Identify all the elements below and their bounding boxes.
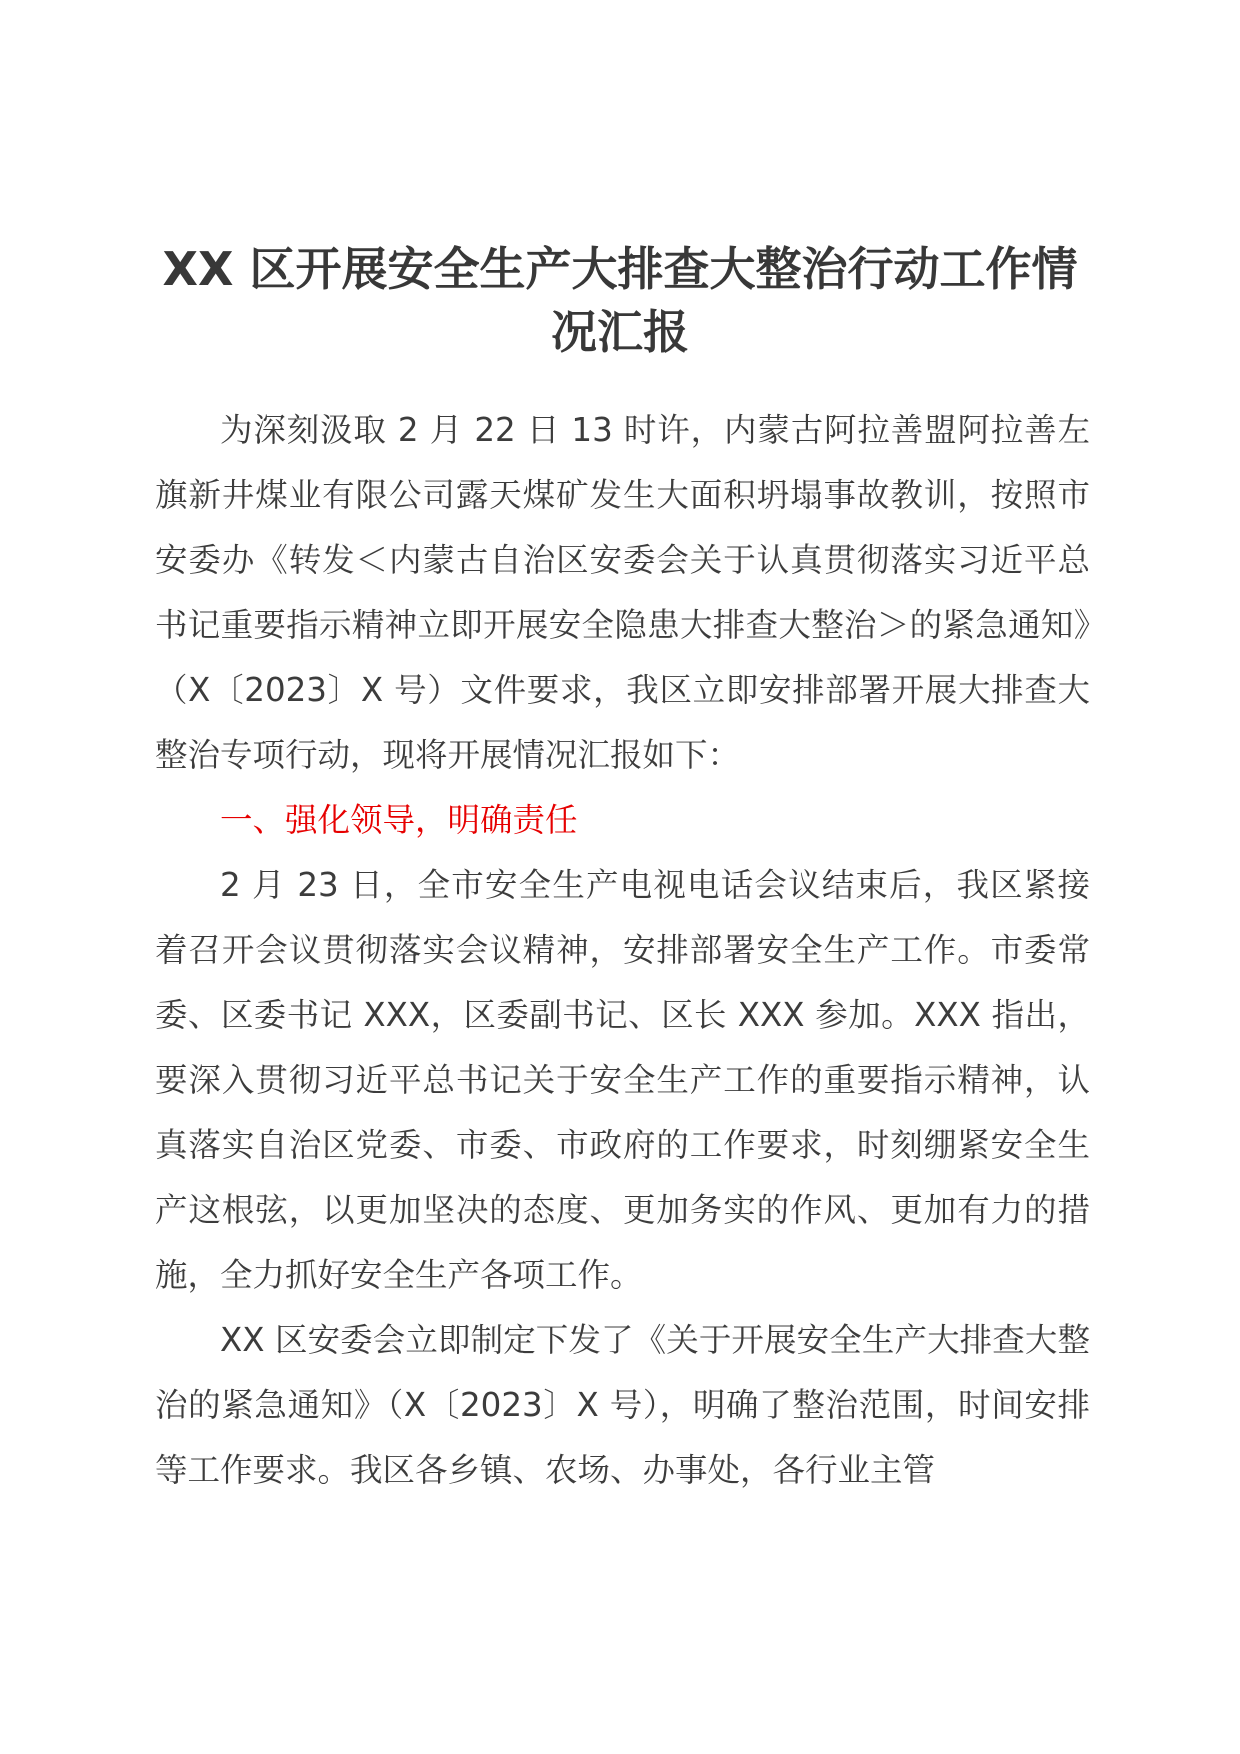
document-title: XX 区开展安全生产大排查大整治行动工作情况汇报	[162, 242, 1078, 359]
section-heading-1: 一、强化领导，明确责任	[220, 801, 578, 839]
section1-paragraph-2: XX 区安委会立即制定下发了《关于开展安全生产大排查大整治的紧急通知》（X〔2023〕X 号），明确了整治范围，时间安排等工作要求。我区各乡镇、农场、办事处，各行业主管	[155, 1321, 1090, 1489]
document-body	[155, 398, 1090, 1503]
intro-paragraph: 为深刻汲取 2 月 22 日 13 时许，内蒙古阿拉善盟阿拉善左旗新井煤业有限公司露天煤矿发生大面积坍塌事故教训，按照市安委办《转发＜内蒙古自治区安委会关于认真贯彻落实习近平总书记重要指示精神立即开展安全隐患大排查大整治＞的紧急通知》（X〔2023〕X 号）文件要求，我区立即安排部署开展大排查大整治专项行动，现将开展情况汇报如下：	[155, 411, 1090, 774]
section1-paragraph-1: 2 月 23 日，全市安全生产电视电话会议结束后，我区紧接着召开会议贯彻落实会议精神，安排部署安全生产工作。市委常委、区委书记 XXX，区委副书记、区长 XXX 参加。XXX 指出，要深入贯彻习近平总书记关于安全生产工作的重要指示精神，认真落实自治区党委、市委、市政府的工作要求，时刻绷紧安全生产这根弦，以更加坚决的态度、更加务实的作风、更加有力的措施，全力抓好安全生产各项工作。	[155, 866, 1090, 1294]
